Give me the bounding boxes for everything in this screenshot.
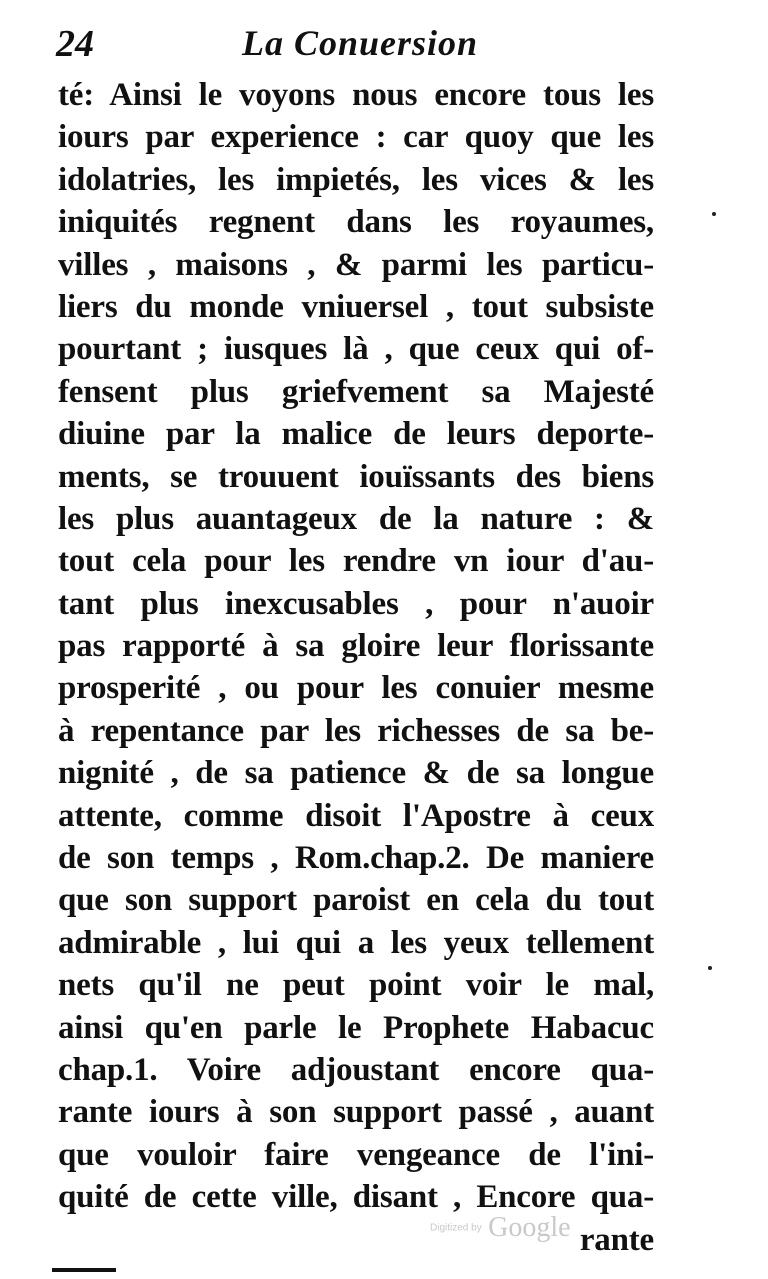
text-line: iniquités regnent dans les royaumes, xyxy=(58,204,654,241)
page-header xyxy=(52,22,652,68)
text-line: chap.1. Voire adjoustant encore qua- xyxy=(58,1051,654,1088)
text-line: diuine par la malice de leurs deporte- xyxy=(58,416,654,453)
text-line: ments, se trouuent iouïssants des biens xyxy=(58,458,654,495)
text-line: prosperité , ou pour les conuier mesme xyxy=(58,670,654,707)
text-line: que vouloir faire vengeance de l'ini- xyxy=(58,1136,654,1173)
google-logo: Google xyxy=(488,1212,571,1243)
text-line: pourtant ; iusques là , que ceux qui of- xyxy=(58,331,654,368)
catchword: rante xyxy=(579,1221,654,1258)
text-line: nignité , de sa patience & de sa longue xyxy=(58,755,654,792)
text-line: de son temps , Rom.chap.2. De maniere xyxy=(58,840,654,877)
page-number: 24 xyxy=(56,23,94,65)
digitization-watermark xyxy=(430,1212,571,1242)
running-title: La Conuersion xyxy=(242,23,479,63)
ink-speck xyxy=(708,966,712,970)
watermark-prefix: Digitized by xyxy=(430,1222,482,1234)
text-line: iours par experience : car quoy que les xyxy=(58,119,654,156)
text-line: liers du monde vniuersel , tout subsiste xyxy=(58,288,654,325)
text-line: les plus auantageux de la nature : & xyxy=(58,500,654,537)
text-line: attente, comme disoit l'Apostre à ceux xyxy=(58,797,654,834)
text-line: fensent plus griefvement sa Majesté xyxy=(58,373,654,410)
text-line: quité de cette ville, disant , Encore qua- xyxy=(58,1179,654,1216)
text-line: rante iours à son support passé , auant xyxy=(58,1094,654,1131)
text-line: villes , maisons , & parmi les particu- xyxy=(58,246,654,283)
text-line: tout cela pour les rendre vn iour d'au- xyxy=(58,543,654,580)
body-text xyxy=(58,74,658,1261)
text-line: té: Ainsi le voyons nous encore tous les xyxy=(58,77,654,113)
text-line: à repentance par les richesses de sa be- xyxy=(58,712,654,749)
text-line: admirable , lui qui a les yeux tellement xyxy=(58,924,654,961)
text-line: tant plus inexcusables , pour n'auoir xyxy=(58,585,654,622)
text-line: ainsi qu'en parle le Prophete Habacuc xyxy=(58,1009,654,1046)
ink-speck xyxy=(712,212,716,216)
text-line: nets qu'il ne peut point voir le mal, xyxy=(58,967,654,1004)
text-line: que son support paroist en cela du tout xyxy=(58,882,654,919)
bottom-rule xyxy=(52,1268,116,1272)
text-line: idolatries, les impietés, les vices & les xyxy=(58,161,654,198)
text-line: pas rapporté à sa gloire leur florissante xyxy=(58,628,654,665)
